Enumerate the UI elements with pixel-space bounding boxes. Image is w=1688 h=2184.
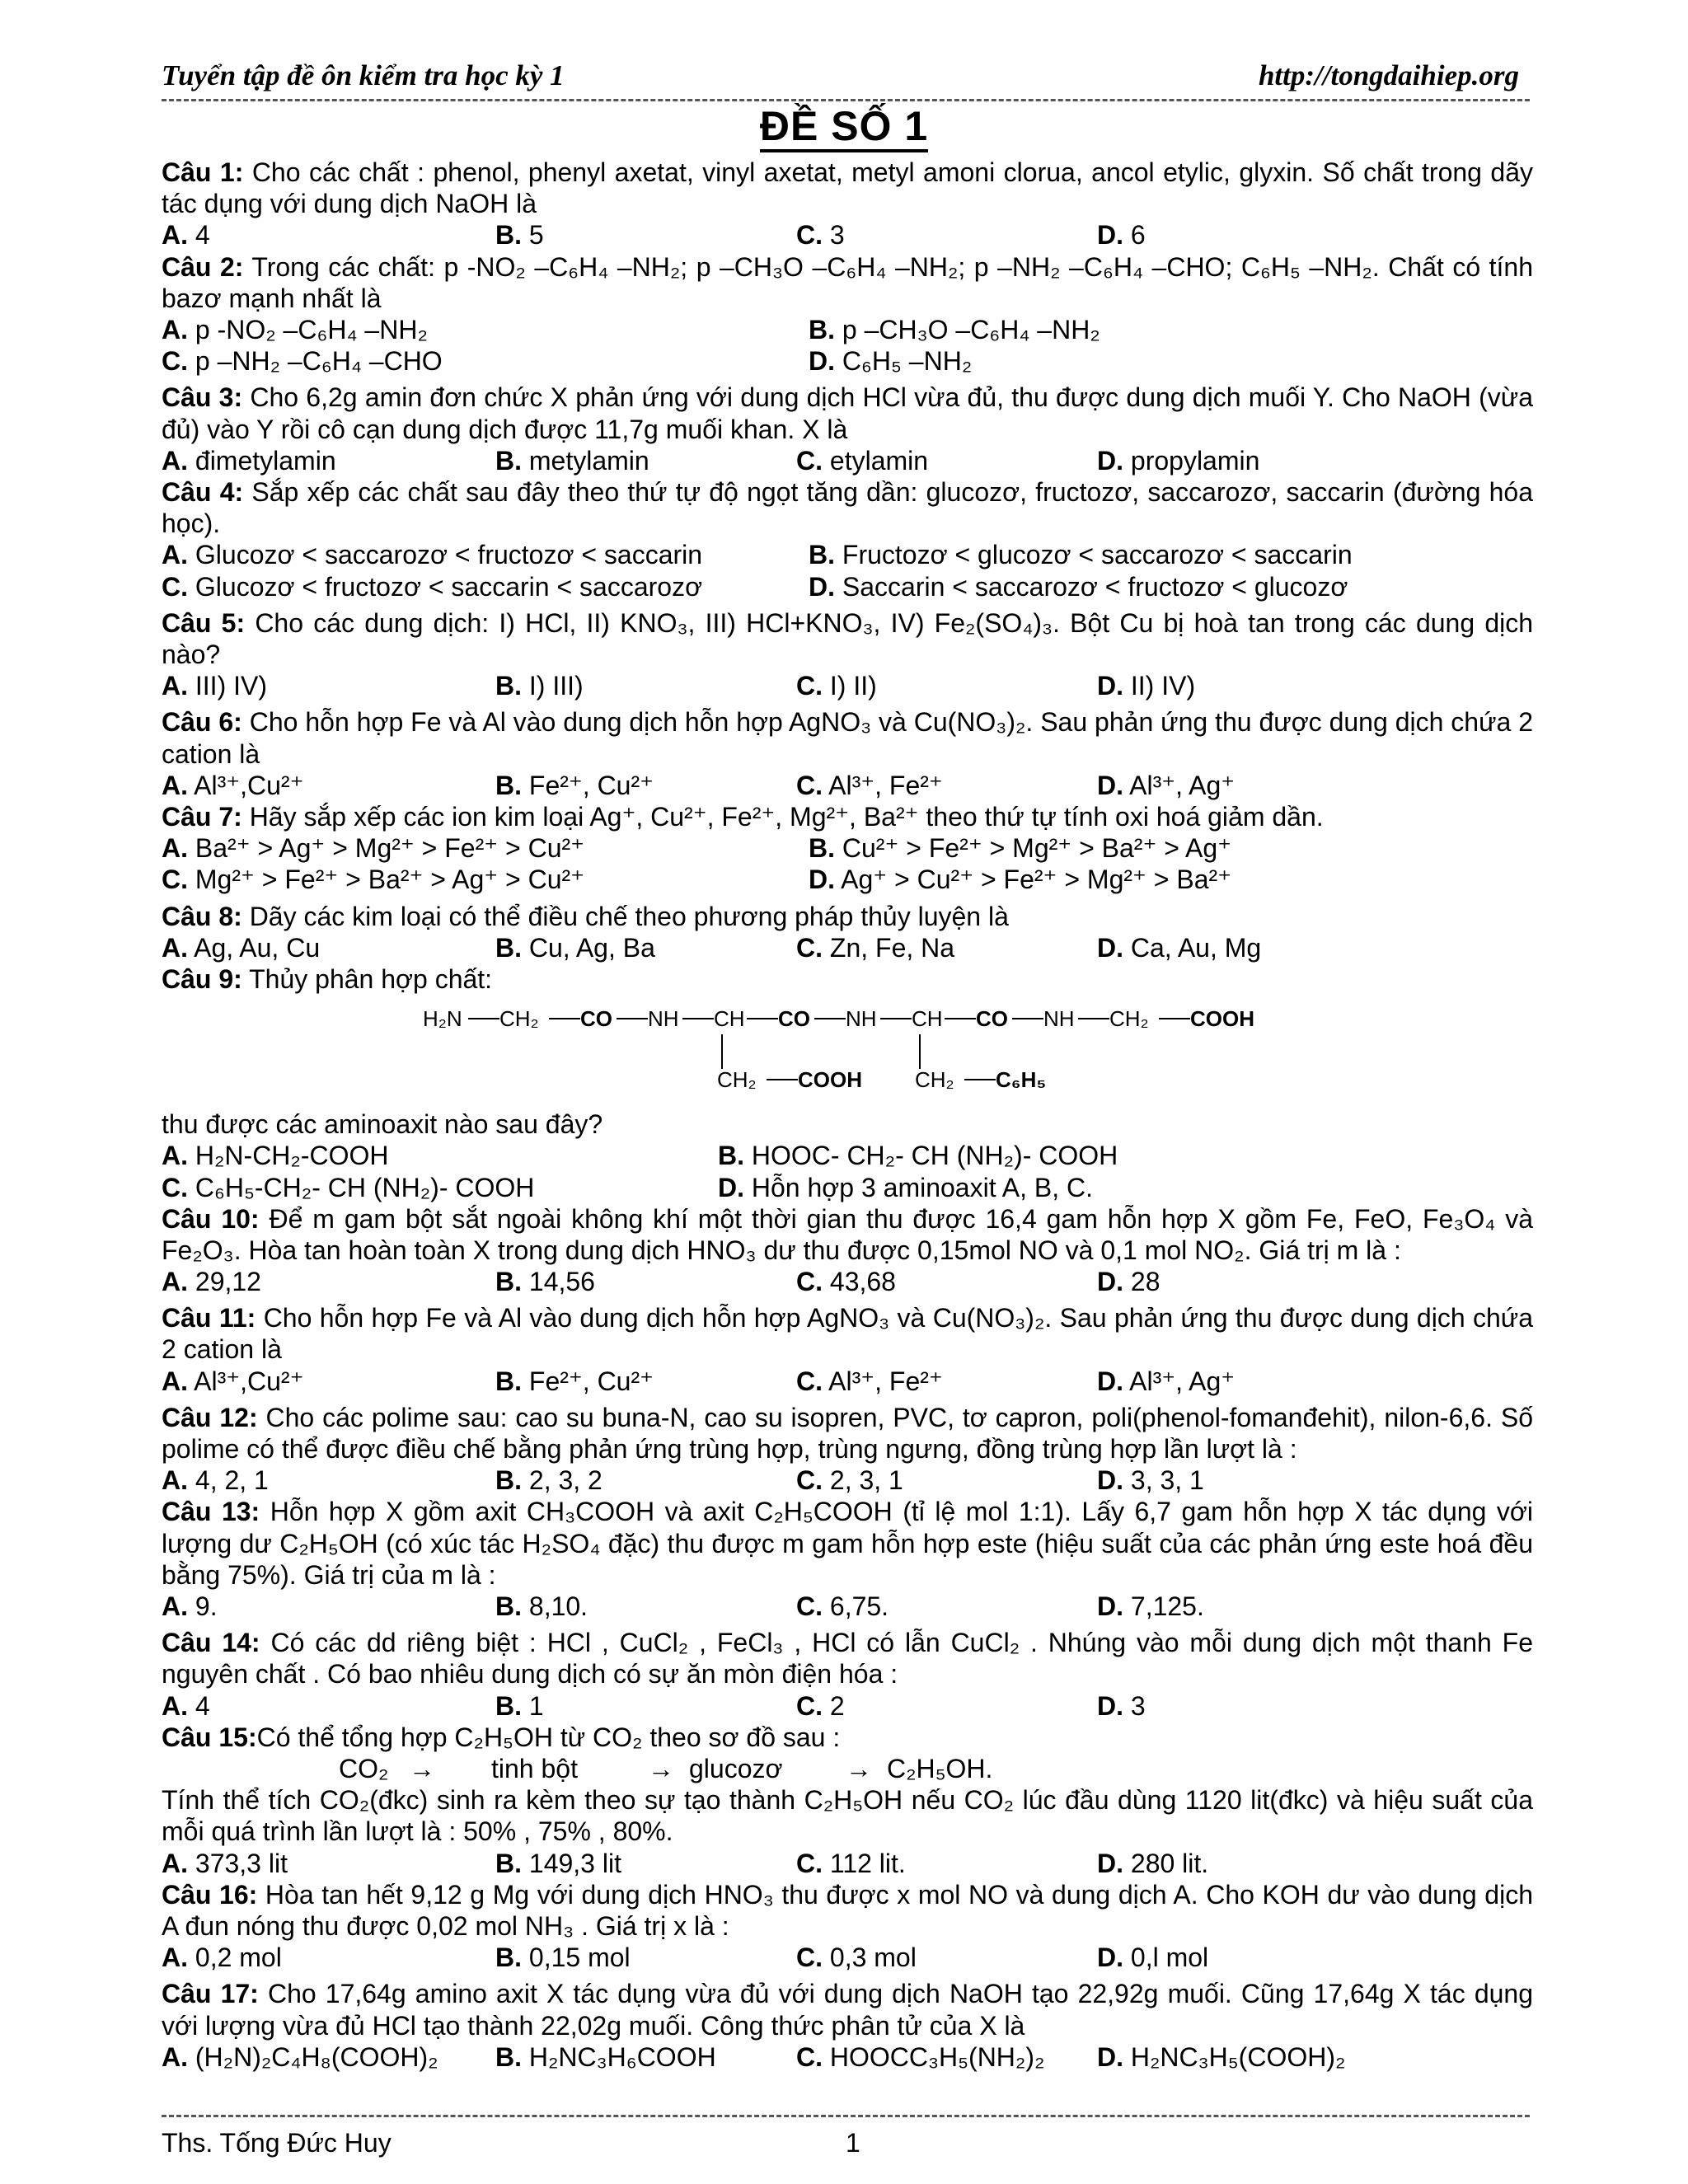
option-b: B. 2, 3, 2 xyxy=(495,1465,603,1496)
options xyxy=(162,670,1533,701)
option-a: A. 29,12 xyxy=(162,1267,261,1297)
option-a: A. 4 xyxy=(162,220,210,251)
option-b: B. HOOC- CH₂- CH (NH₂)- COOH xyxy=(718,1141,1118,1171)
question-9-after: thu được các aminoaxit nào sau đây? xyxy=(162,1109,603,1140)
option-b: B. 1 xyxy=(495,1690,544,1721)
options xyxy=(162,219,1533,251)
synthesis-scheme xyxy=(162,1753,1533,1784)
question-14: Câu 14: Có các dd riêng biệt : HCl , CuCl₂ , FeCl₃ , HCl có lẫn CuCl₂ . Nhúng vào mỗi dung dịch một thanh Fe nguyên chất . Có bao nhiêu dung dịch có sự ăn mòn điện hóa : A. 4 B. 1 C. 2 D. 3 xyxy=(162,1628,1534,1721)
page-number: 1 xyxy=(846,2128,860,2158)
question-text: Cho 17,64g amino axit X tác dụng vừa đủ với dung dịch NaOH tạo 22,92g muối. Cũng 17,64g X tác dụng với lượng vừa đủ HCl tạo thành 22,02g muối. Công thức phân tử của X là xyxy=(162,1979,1534,2041)
question-1 xyxy=(162,157,1533,251)
option-d: D. propylamin xyxy=(1097,445,1260,476)
option-b: B. 8,10. xyxy=(495,1591,588,1622)
option-b: B. H₂NC₃H₆COOH xyxy=(495,2041,716,2072)
question-3: Câu 3: Cho 6,2g amin đơn chức X phản ứng với dung dịch HCl vừa đủ, thu được dung dịch muối Y. Cho NaOH (vừa đủ) vào Y rồi cô cạn dung dịch được 11,7g muối khan. X là A. đimetylamin B. metylamin C. etylamin D. propylamin xyxy=(162,382,1534,476)
option-d: D. Ca, Au, Mg xyxy=(1097,932,1262,963)
scheme-ethanol: C₂H₅OH. xyxy=(887,1754,993,1784)
option-b: B. 5 xyxy=(495,220,544,251)
footer-divider xyxy=(162,2115,1530,2117)
exam-title: ĐỀ SỐ 1 xyxy=(0,102,1688,150)
struct-cooh-1: COOH xyxy=(1190,1006,1254,1032)
option-c: C. I) II) xyxy=(796,671,877,701)
options xyxy=(162,770,1533,801)
struct-h2n: H₂N xyxy=(423,1006,462,1032)
struct-nh-1: NH xyxy=(648,1006,679,1032)
struct-ch-1: CH xyxy=(714,1006,745,1032)
arrow-icon: → xyxy=(409,1754,435,1784)
option-b: B. 0,15 mol xyxy=(495,1943,631,1973)
question-text: Cho 6,2g amin đơn chức X phản ứng với dung dịch HCl vừa đủ, thu được dung dịch muối Y. Cho NaOH (vừa đủ) vào Y rồi cô cạn dung dịch được 11,7g muối khan. X là xyxy=(162,382,1534,444)
option-c: C. p –NH₂ –C₆H₄ –CHO xyxy=(162,346,443,377)
question-text: Cho hỗn hợp Fe và Al vào dung dịch hỗn hợp AgNO₃ và Cu(NO₃)₂. Sau phản ứng thu được dung dịch chứa 2 cation là xyxy=(162,707,1534,769)
options-row-2 xyxy=(162,345,1533,377)
options xyxy=(162,1591,1533,1622)
option-c: C. C₆H₅-CH₂- CH (NH₂)- COOH xyxy=(162,1172,535,1202)
option-d: D. C₆H₅ –NH₂ xyxy=(809,346,973,377)
option-a: A. 0,2 mol xyxy=(162,1943,282,1973)
header-title: Tuyển tập đề ôn kiểm tra học kỳ 1 xyxy=(162,59,565,91)
struct-nh-2: NH xyxy=(846,1006,877,1032)
option-a: A. Al³⁺,Cu²⁺ xyxy=(162,1366,304,1396)
question-text: Trong các chất: p -NO₂ –C₆H₄ –NH₂; p –CH₃O –C₆H₄ –NH₂; p –NH₂ –C₆H₄ –CHO; C₆H₅ –NH₂. Chất có tính bazơ mạnh nhất là xyxy=(162,251,1534,313)
question-7: Câu 7: Hãy sắp xếp các ion kim loại Ag⁺, Cu²⁺, Fe²⁺, Mg²⁺, Ba²⁺ theo thứ tự tính oxi hoá giảm dần. A. Ba²⁺ > Ag⁺ > Mg²⁺ > Fe²⁺ > Cu²⁺ B. Cu²⁺ > Fe²⁺ > Mg²⁺ > Ba²⁺ > Ag⁺ C. Mg²⁺ > Fe²⁺ > Ba²⁺ > Ag⁺ > Cu²⁺ D. Ag⁺ > Cu²⁺ > Fe²⁺ > Mg²⁺ > Ba²⁺ xyxy=(162,801,1533,896)
option-b: B. p –CH₃O –C₆H₄ –NH₂ xyxy=(809,315,1100,344)
options xyxy=(162,2041,1533,2073)
struct-ch2-2: CH₂ xyxy=(1109,1006,1149,1032)
question-label: Câu 1: xyxy=(162,157,244,187)
question-text: Cho các dung dịch: I) HCl, II) KNO₃, III) HCl+KNO₃, IV) Fe₂(SO₄)₃. Bột Cu bị hoà tan trong các dung dịch nào? xyxy=(162,607,1534,669)
option-b: B. Fe²⁺, Cu²⁺ xyxy=(495,1366,654,1396)
question-15-text2: Tính thể tích CO₂(đkc) sinh ra kèm theo sự tạo thành C₂H₅OH nếu CO₂ lúc đầu dùng 1120 lit(đkc) và hiệu suất của mỗi quá trình lần lượt là : 50% , 75% , 80%. xyxy=(162,1785,1533,1847)
question-6: Câu 6: Cho hỗn hợp Fe và Al vào dung dịch hỗn hợp AgNO₃ và Cu(NO₃)₂. Sau phản ứng thu được dung dịch chứa 2 cation là A. Al³⁺,Cu²⁺ B. Fe²⁺, Cu²⁺ C. Al³⁺, Fe²⁺ D. Al³⁺, Ag⁺ xyxy=(162,707,1534,800)
header-url: http://tongdaihiep.org xyxy=(1258,59,1519,91)
options xyxy=(162,1942,1533,1973)
question-label: Câu 2: xyxy=(162,251,244,282)
option-c: C. Zn, Fe, Na xyxy=(796,932,955,963)
question-10: Câu 10: Để m gam bột sắt ngoài không khí một thời gian thu được 16,4 gam hỗn hợp X gồm Fe, FeO, Fe₃O₄ và Fe₂O₃. Hòa tan hoàn toàn X trong dung dịch HNO₃ dư thu được 0,15mol NO và 0,1 mol NO₂. Giá trị m là : A. 29,12 B. 14,56 C. 43,68 D. 28 xyxy=(162,1203,1534,1297)
options-row-1 xyxy=(162,539,1533,570)
struct-cooh-side: COOH xyxy=(798,1067,862,1093)
options-row-1 xyxy=(162,314,1533,345)
options-row-2 xyxy=(162,1172,1533,1203)
option-d: D. Hỗn hợp 3 aminoaxit A, B, C. xyxy=(718,1172,1093,1202)
option-c: C. 3 xyxy=(796,220,845,251)
question-list xyxy=(162,157,1533,2073)
struct-co-1: CO xyxy=(580,1006,612,1032)
option-c: C. Al³⁺, Fe²⁺ xyxy=(796,1366,943,1396)
question-13: Câu 13: Hỗn hợp X gồm axit CH₃COOH và axit C₂H₅COOH (tỉ lệ mol 1:1). Lấy 6,7 gam hỗn hợp X tác dụng với lượng dư C₂H₅OH (có xúc tác H₂SO₄ đặc) thu được m gam hỗn hợp este (hiệu suất của các phản ứng este hoá đều bằng 75%). Giá trị của m là : A. 9. B. 8,10. C. 6,75. D. 7,125. xyxy=(162,1497,1534,1622)
option-d: D. Al³⁺, Ag⁺ xyxy=(1097,770,1236,800)
question-text: Sắp xếp các chất sau đây theo thứ tự độ ngọt tăng dần: glucozơ, fructozơ, saccarozơ, saccarin (đường hóa học). xyxy=(162,476,1534,539)
options xyxy=(162,1266,1533,1297)
struct-c6h5-side: C₆H₅ xyxy=(996,1067,1047,1093)
option-c: C. Mg²⁺ > Fe²⁺ > Ba²⁺ > Ag⁺ > Cu²⁺ xyxy=(162,865,585,895)
question-16: Câu 16: Hòa tan hết 9,12 g Mg với dung dịch HNO₃ thu được x mol NO và dung dịch A. Cho KOH dư vào dung dịch A đun nóng thu được 0,02 mol NH₃ . Giá trị x là : A. 0,2 mol B. 0,15 mol C. 0,3 mol D. 0,l mol xyxy=(162,1879,1534,1973)
options xyxy=(162,932,1533,963)
option-c: C. 6,75. xyxy=(796,1591,889,1622)
options xyxy=(162,1690,1533,1722)
question-17: Câu 17: Cho 17,64g amino axit X tác dụng vừa đủ với dung dịch NaOH tạo 22,92g muối. Cũng 17,64g X tác dụng với lượng vừa đủ HCl tạo thành 22,02g muối. Công thức phân tử của X là A. (H₂N)₂C₄H₈(COOH)₂ B. H₂NC₃H₆COOH C. HOOCC₃H₅(NH₂)₂ D. H₂NC₃H₅(COOH)₂ xyxy=(162,1979,1534,2072)
question-text: Thủy phân hợp chất: xyxy=(249,963,493,994)
question-text: Dãy các kim loại có thể điều chế theo phương pháp thủy luyện là xyxy=(249,901,1009,931)
option-a: A. III) IV) xyxy=(162,671,267,701)
struct-ch2-side-1: CH₂ xyxy=(717,1067,757,1093)
option-d: D. 0,l mol xyxy=(1097,1943,1209,1973)
question-text: Hãy sắp xếp các ion kim loại Ag⁺, Cu²⁺, Fe²⁺, Mg²⁺, Ba²⁺ theo thứ tự tính oxi hoá giảm dần. xyxy=(249,801,1324,832)
option-c: C. Glucozơ < fructozơ < saccarin < saccarozơ xyxy=(162,571,703,602)
option-d: D. 6 xyxy=(1097,220,1146,251)
struct-ch-2: CH xyxy=(912,1006,943,1032)
option-a: A. Glucozơ < saccarozơ < fructozơ < saccarin xyxy=(162,540,703,570)
option-b: B. Cu²⁺ > Fe²⁺ > Mg²⁺ > Ba²⁺ > Ag⁺ xyxy=(809,833,1232,864)
struct-ch2-1: CH₂ xyxy=(499,1006,539,1032)
option-d: D. Ag⁺ > Cu²⁺ > Fe²⁺ > Mg²⁺ > Ba²⁺ xyxy=(809,865,1232,895)
option-a: A. p -NO₂ –C₆H₄ –NH₂ xyxy=(162,315,428,344)
question-text: Hỗn hợp X gồm axit CH₃COOH và axit C₂H₅COOH (tỉ lệ mol 1:1). Lấy 6,7 gam hỗn hợp X tác dụng với lượng dư C₂H₅OH (có xúc tác H₂SO₄ đặc) thu được m gam hỗn hợp este (hiệu suất của các phản ứng este hoá đều bằng 75%). Giá trị của m là : xyxy=(162,1497,1534,1590)
options xyxy=(162,1366,1533,1397)
question-4: Câu 4: Sắp xếp các chất sau đây theo thứ tự độ ngọt tăng dần: glucozơ, fructozơ, saccarozơ, saccarin (đường hóa học). A. Glucozơ < saccarozơ < fructozơ < saccarin B. Fructozơ < glucozơ < saccarozơ < saccarin C. Glucozơ < fructozơ < saccarin < saccarozơ D. Saccarin < saccarozơ < fructozơ < glucozơ xyxy=(162,476,1534,602)
question-text: Có các dd riêng biệt : HCl , CuCl₂ , FeCl₃ , HCl có lẫn CuCl₂ . Nhúng vào mỗi dung dịch một thanh Fe nguyên chất . Có bao nhiêu dung dịch có sự ăn mòn điện hóa : xyxy=(162,1628,1534,1690)
question-text: Có thể tổng hợp C₂H₅OH từ CO₂ theo sơ đồ sau : xyxy=(256,1722,841,1752)
option-b: B. 14,56 xyxy=(495,1267,595,1297)
option-a: A. 4, 2, 1 xyxy=(162,1465,269,1496)
options xyxy=(162,1465,1533,1496)
question-11: Câu 11: Cho hỗn hợp Fe và Al vào dung dịch hỗn hợp AgNO₃ và Cu(NO₃)₂. Sau phản ứng thu được dung dịch chứa 2 cation là A. Al³⁺,Cu²⁺ B. Fe²⁺, Cu²⁺ C. Al³⁺, Fe²⁺ D. Al³⁺, Ag⁺ xyxy=(162,1303,1534,1396)
options-row-2 xyxy=(162,571,1533,602)
option-d: D. Al³⁺, Ag⁺ xyxy=(1097,1366,1236,1396)
question-9: Câu 9: Thủy phân hợp chất: H₂N CH₂ CO NH CH CO NH CH CO NH CH₂ COOH CH₂ COOH CH₂ C₆H₅ thu được các aminoaxit nào sau đây? A. H₂N-CH₂-COOH B. HOOC- CH₂- CH (NH₂)- COOH C. C₆H₅-CH₂- CH (NH₂)- COOH D. Hỗn hợp 3 aminoaxit A, B, C. xyxy=(162,963,1533,1203)
scheme-starch: tinh bột xyxy=(491,1754,578,1784)
option-c: C. etylamin xyxy=(796,445,929,476)
option-b: B. Fructozơ < glucozơ < saccarozơ < saccarin xyxy=(809,540,1353,570)
question-8: Câu 8: Dãy các kim loại có thể điều chế theo phương pháp thủy luyện là A. Ag, Au, Cu B. Cu, Ag, Ba C. Zn, Fe, Na D. Ca, Au, Mg xyxy=(162,901,1533,963)
question-text: Hòa tan hết 9,12 g Mg với dung dịch HNO₃ thu được x mol NO và dung dịch A. Cho KOH dư vào dung dịch A đun nóng thu được 0,02 mol NH₃ . Giá trị x là : xyxy=(162,1879,1534,1942)
question-15: Câu 15:Có thể tổng hợp C₂H₅OH từ CO₂ theo sơ đồ sau : CO₂ → tinh bột → glucozơ → C₂H₅OH. Tính thể tích CO₂(đkc) sinh ra kèm theo sự tạo thành C₂H₅OH nếu CO₂ lúc đầu dùng 1120 lit(đkc) và hiệu suất của mỗi quá trình lần lượt là : 50% , 75% , 80%. A. 373,3 lit B. 149,3 lit C. 112 lit. D. 280 lit. xyxy=(162,1722,1533,1878)
option-c: C. HOOCC₃H₅(NH₂)₂ xyxy=(796,2041,1045,2072)
option-d: D. Saccarin < saccarozơ < fructozơ < glucozơ xyxy=(809,571,1348,602)
option-a: A. Al³⁺,Cu²⁺ xyxy=(162,770,304,800)
option-a: A. Ba²⁺ > Ag⁺ > Mg²⁺ > Fe²⁺ > Cu²⁺ xyxy=(162,833,585,864)
question-text: Cho các polime sau: cao su buna-N, cao su isopren, PVC, tơ capron, poli(phenol-fomanđehit), nilon-6,6. Số polime có thể được điều chế bằng phản ứng trùng hợp, trùng ngưng, đồng trùng hợp lần lượt là : xyxy=(162,1402,1533,1465)
arrow-icon: → xyxy=(648,1754,674,1784)
option-d: D. 3, 3, 1 xyxy=(1097,1465,1204,1496)
option-b: B. Fe²⁺, Cu²⁺ xyxy=(495,770,654,800)
options-row-2 xyxy=(162,864,1533,895)
option-a: A. (H₂N)₂C₄H₈(COOH)₂ xyxy=(162,2041,438,2072)
option-b: B. Cu, Ag, Ba xyxy=(495,932,655,963)
option-a: A. đimetylamin xyxy=(162,445,336,476)
header-divider xyxy=(162,99,1530,101)
question-5: Câu 5: Cho các dung dịch: I) HCl, II) KNO₃, III) HCl+KNO₃, IV) Fe₂(SO₄)₃. Bột Cu bị hoà tan trong các dung dịch nào? A. III) IV) B. I) III) C. I) II) D. II) IV) xyxy=(162,607,1534,701)
option-a: A. Ag, Au, Cu xyxy=(162,932,321,963)
struct-co-2: CO xyxy=(778,1006,810,1032)
options xyxy=(162,445,1533,476)
option-b: B. metylamin xyxy=(495,445,649,476)
option-d: D. 7,125. xyxy=(1097,1591,1204,1622)
option-a: A. H₂N-CH₂-COOH xyxy=(162,1141,389,1171)
option-b: B. I) III) xyxy=(495,671,584,701)
peptide-structure xyxy=(162,995,1533,1100)
question-2 xyxy=(162,251,1533,377)
option-c: C. 0,3 mol xyxy=(796,1943,917,1973)
question-text: Cho hỗn hợp Fe và Al vào dung dịch hỗn hợp AgNO₃ và Cu(NO₃)₂. Sau phản ứng thu được dung dịch chứa 2 cation là xyxy=(162,1303,1534,1365)
option-a: A. 9. xyxy=(162,1591,218,1622)
question-text: Để m gam bột sắt ngoài không khí một thời gian thu được 16,4 gam hỗn hợp X gồm Fe, FeO, Fe₃O₄ và Fe₂O₃. Hòa tan hoàn toàn X trong dung dịch HNO₃ dư thu được 0,15mol NO và 0,1 mol NO₂. Giá trị m là : xyxy=(162,1203,1534,1265)
option-b: B. 149,3 lit xyxy=(495,1848,621,1878)
arrow-icon: → xyxy=(846,1754,872,1784)
options-row-1 xyxy=(162,832,1533,864)
struct-co-3: CO xyxy=(976,1006,1008,1032)
footer-author: Ths. Tống Đức Huy xyxy=(162,2128,392,2158)
option-d: D. H₂NC₃H₅(COOH)₂ xyxy=(1097,2041,1346,2072)
option-c: C. Al³⁺, Fe²⁺ xyxy=(796,770,943,800)
option-c: C. 43,68 xyxy=(796,1267,896,1297)
options-row-1 xyxy=(162,1140,1533,1171)
option-a: A. 373,3 lit xyxy=(162,1848,288,1878)
scheme-glucose: glucozơ xyxy=(689,1754,783,1784)
struct-ch2-side-2: CH₂ xyxy=(915,1067,954,1093)
question-12: Câu 12: Cho các polime sau: cao su buna-N, cao su isopren, PVC, tơ capron, poli(phenol-fomanđehit), nilon-6,6. Số polime có thể được điều chế bằng phản ứng trùng hợp, trùng ngưng, đồng trùng hợp lần lượt là : A. 4, 2, 1 B. 2, 3, 2 C. 2, 3, 1 D. 3, 3, 1 xyxy=(162,1402,1533,1496)
option-d: D. 28 xyxy=(1097,1267,1160,1297)
option-c: C. 2, 3, 1 xyxy=(796,1465,903,1496)
options xyxy=(162,1848,1533,1879)
option-c: C. 112 lit. xyxy=(796,1848,906,1878)
struct-nh-3: NH xyxy=(1043,1006,1075,1032)
option-d: D. 3 xyxy=(1097,1690,1146,1721)
scheme-co2: CO₂ xyxy=(339,1754,389,1784)
option-a: A. 4 xyxy=(162,1690,210,1721)
option-d: D. 280 lit. xyxy=(1097,1848,1209,1878)
option-d: D. II) IV) xyxy=(1097,671,1196,701)
question-text: Cho các chất : phenol, phenyl axetat, vinyl axetat, metyl amoni clorua, ancol etylic, glyxin. Số chất trong dãy tác dụng với dung dịch NaOH là xyxy=(162,157,1534,219)
option-c: C. 2 xyxy=(796,1690,845,1721)
